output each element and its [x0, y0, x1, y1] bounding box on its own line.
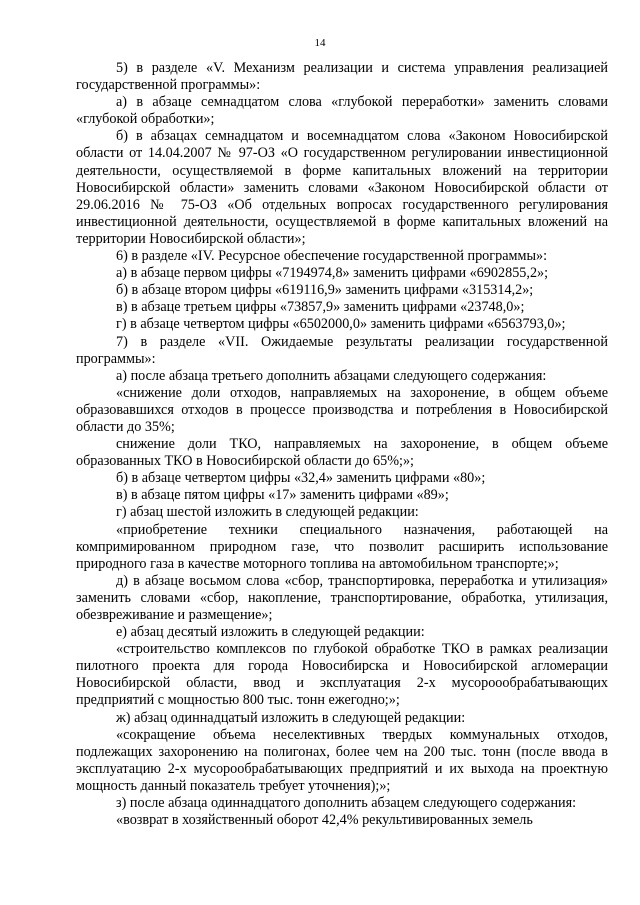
paragraph: в) в абзаце третьем цифры «73857,9» заменить цифрами «23748,0»; — [116, 299, 525, 316]
paragraph: ж) абзац одиннадцатый изложить в следующей редакции: — [116, 709, 466, 726]
document-body — [76, 60, 608, 829]
paragraph: а) в абзаце первом цифры «7194974,8» заменить цифрами «6902855,2»; — [116, 265, 549, 282]
paragraph: «строительство комплексов по глубокой обработке ТКО в рамках реализации пилотного проекта для города Новосибирска и Новосибирской агломерации Новосибирской области, ввод и эксплуатация 2-х мусороообрабатывающих предприятий с мощностью 800 тыс. тонн ежегодно;»; — [76, 641, 608, 709]
paragraph: е) абзац десятый изложить в следующей редакции: — [116, 624, 425, 641]
paragraph: а) после абзаца третьего дополнить абзацами следующего содержания: — [116, 367, 547, 384]
paragraph: б) в абзаце втором цифры «619116,9» заменить цифрами «315314,2»; — [116, 282, 534, 299]
paragraph: а) в абзаце семнадцатом слова «глубокой переработки» заменить словами «глубокой обработки»; — [76, 94, 608, 128]
paragraph: «возврат в хозяйственный оборот 42,4% рекультивированных земель — [116, 812, 533, 829]
paragraph: «сокращение объема неселективных твердых коммунальных отходов, подлежащих захоронению на полигонах, более чем на 200 тыс. тонн (после ввода в эксплуатацию 2-х мусорообрабатывающих предприятий и их выхода на проектную мощность данный показатель требует уточнения);»; — [76, 726, 608, 794]
paragraph: б) в абзаце четвертом цифры «32,4» заменить цифрами «80»; — [116, 470, 486, 487]
paragraph: в) в абзаце пятом цифры «17» заменить цифрами «89»; — [116, 487, 449, 504]
paragraph: 5) в разделе «V. Механизм реализации и система управления реализацией государственной программы»: — [76, 60, 608, 94]
page-number: 14 — [314, 37, 326, 49]
paragraph: г) абзац шестой изложить в следующей редакции: — [116, 504, 419, 521]
paragraph: «снижение доли отходов, направляемых на захоронение, в общем объеме образовавшихся отходов в процессе производства и потребления в Новосибирской области до 35%; — [76, 384, 608, 435]
paragraph: г) в абзаце четвертом цифры «6502000,0» заменить цифрами «6563793,0»; — [116, 316, 566, 333]
paragraph: 6) в разделе «IV. Ресурсное обеспечение государственной программы»: — [116, 248, 548, 265]
paragraph: «приобретение техники специального назначения, работающей на компримированном природном газе, что позволит расширить использование природного газа в качестве моторного топлива на автомобильном транспорте;»; — [76, 521, 608, 572]
paragraph: б) в абзацах семнадцатом и восемнадцатом слова «Законом Новосибирской области от 14.04.2007 № 97-ОЗ «О государственном регулировании инвестиционной деятельности, осуществляемой в форме капитальных вложений на территории Новосибирской области» заменить словами «Законом Новосибирской области от 29.06.2016 № 75-ОЗ «Об отдельных вопросах государственного регулирования инвестиционной деятельности, осуществляемой в форме капитальных вложений на территории Новосибирской области»; — [76, 128, 608, 247]
paragraph: з) после абзаца одиннадцатого дополнить абзацем следующего содержания: — [116, 795, 577, 812]
paragraph: снижение доли ТКО, направляемых на захоронение, в общем объеме образованных ТКО в Новосибирской области до 65%;»; — [76, 436, 608, 470]
paragraph: 7) в разделе «VII. Ожидаемые результаты реализации государственной программы»: — [76, 333, 608, 367]
paragraph: д) в абзаце восьмом слова «сбор, транспортировка, переработка и утилизация» заменить словами «сбор, накопление, транспортирование, обработка, утилизация, обезвреживание и размещение»; — [76, 572, 608, 623]
